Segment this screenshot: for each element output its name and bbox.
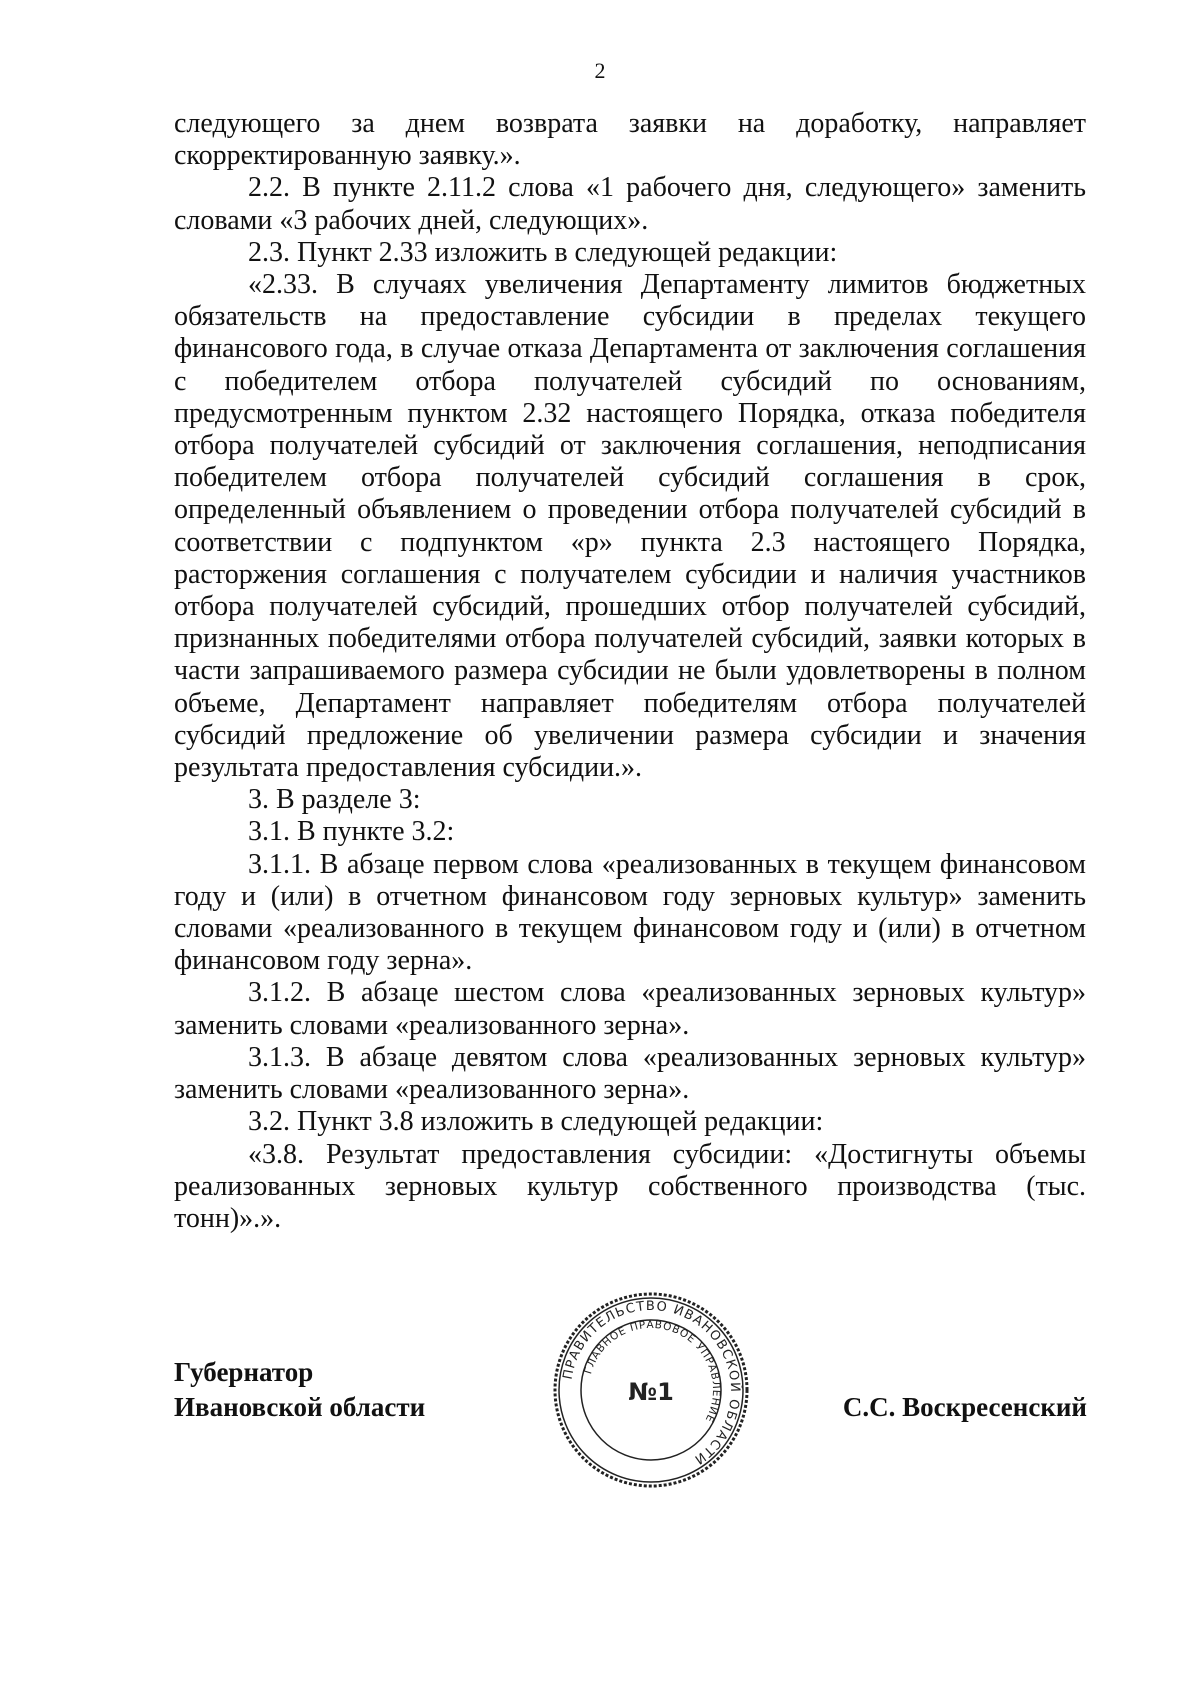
- signature-name: С.С. Воскресенский: [842, 1392, 1087, 1422]
- signature-title-line2: Ивановской области: [174, 1392, 426, 1422]
- signature-title: [174, 1355, 425, 1425]
- paragraph: 2.2. В пункте 2.11.2 слова «1 рабочего дня, следующего» заменить словами «3 рабочих дней, следующих».: [174, 172, 1086, 236]
- paragraph: «2.33. В случаях увеличения Департаменту лимитов бюджетных обязательств на предоставление субсидии в пределах текущего финансового года, в случае отказа Департамента от заключения соглашения с победителем отбора получателей субсидий по основаниям, предусмотренным пунктом 2.32 настоящего Порядка, отказа победителя отбора получателей субсидий от заключения соглашения, неподписания победителем отбора получателей субсидий соглашения в срок, определенный объявлением о проведении отбора получателей субсидий в соответствии с подпунктом «р» пункта 2.3 настоящего Порядка, расторжения соглашения с получателем субсидии и наличия участников отбора получателей субсидий, прошедших отбор получателей субсидий, признанных победителями отбора получателей субсидий, заявки которых в части запрашиваемого размера субсидии не были удовлетворены в полном объеме, Департамент направляет победителям отбора получателей субсидий предложение об увеличении размера субсидии и значения результата предоставления субсидии.».: [174, 269, 1086, 784]
- official-seal: [551, 1290, 751, 1490]
- signature-title-line1: Губернатор: [174, 1357, 314, 1387]
- seal-outer-text: ПРАВИТЕЛЬСТВО ИВАНОВСКОЙ ОБЛАСТИ: [560, 1298, 743, 1468]
- paragraph: 2.3. Пункт 2.33 изложить в следующей редакции:: [248, 236, 838, 268]
- paragraph: «3.8. Результат предоставления субсидии: «Достигнуты объемы реализованных зерновых культур собственного производства (тыс. тонн)».».: [174, 1138, 1086, 1234]
- paragraph: 3.2. Пункт 3.8 изложить в следующей редакции:: [248, 1106, 824, 1138]
- paragraph: 3.1.3. В абзаце девятом слова «реализованных зерновых культур» заменить словами «реализованного зерна».: [174, 1041, 1086, 1106]
- paragraph: 3. В разделе 3:: [248, 784, 421, 816]
- document-body: [174, 108, 1086, 1235]
- page-number: 2: [594, 58, 606, 83]
- seal-number: №1: [628, 1378, 674, 1406]
- paragraph: 3.1.1. В абзаце первом слова «реализованных в текущем финансовом году и (или) в отчетном финансовом году зерновых культур» заменить словами «реализованного в текущем финансовом году и (или) в отчетном финансовом году зерна».: [174, 848, 1086, 977]
- paragraph: 3.1.2. В абзаце шестом слова «реализованных зерновых культур» заменить словами «реализованного зерна».: [174, 977, 1086, 1041]
- paragraph: следующего за днем возврата заявки на доработку, направляет скорректированную заявку.».: [174, 108, 1086, 172]
- seal-inner-text: ГЛАВНОЕ ПРАВОВОЕ УПРАВЛЕНИЕ: [582, 1318, 723, 1425]
- paragraph: 3.1. В пункте 3.2:: [248, 816, 455, 848]
